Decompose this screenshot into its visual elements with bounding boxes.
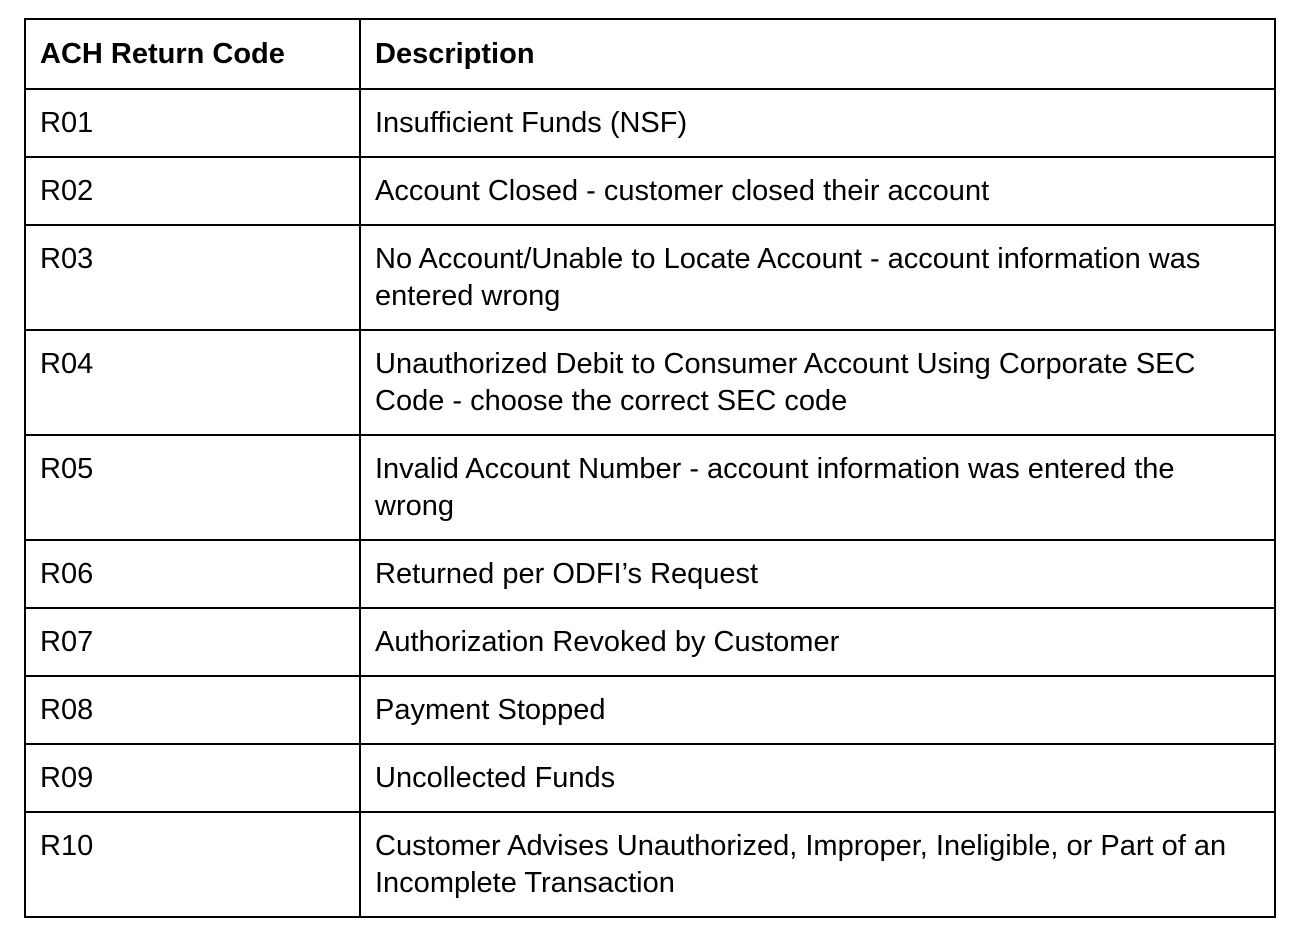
cell-code: R04 — [25, 330, 360, 435]
cell-code: R05 — [25, 435, 360, 540]
cell-code: R10 — [25, 812, 360, 917]
table-row — [25, 608, 1275, 676]
table-row — [25, 540, 1275, 608]
cell-description: Payment Stopped — [360, 676, 1275, 744]
table-row — [25, 435, 1275, 540]
ach-return-codes-table — [24, 18, 1276, 918]
table-row — [25, 330, 1275, 435]
cell-description: No Account/Unable to Locate Account - account information was entered wrong — [360, 225, 1275, 330]
cell-description: Customer Advises Unauthorized, Improper, Ineligible, or Part of an Incomplete Transaction — [360, 812, 1275, 917]
cell-description: Invalid Account Number - account information was entered the wrong — [360, 435, 1275, 540]
table-header — [25, 19, 1275, 89]
header-ach-return-code: ACH Return Code — [25, 19, 360, 89]
table-row — [25, 676, 1275, 744]
cell-code: R09 — [25, 744, 360, 812]
header-row — [25, 19, 1275, 89]
header-description: Description — [360, 19, 1275, 89]
table-row — [25, 89, 1275, 157]
cell-description: Uncollected Funds — [360, 744, 1275, 812]
table-row — [25, 812, 1275, 917]
cell-code: R02 — [25, 157, 360, 225]
cell-code: R03 — [25, 225, 360, 330]
cell-code: R08 — [25, 676, 360, 744]
cell-description: Authorization Revoked by Customer — [360, 608, 1275, 676]
cell-description: Account Closed - customer closed their account — [360, 157, 1275, 225]
table-row — [25, 225, 1275, 330]
cell-description: Returned per ODFI’s Request — [360, 540, 1275, 608]
cell-description: Insufficient Funds (NSF) — [360, 89, 1275, 157]
table-row — [25, 744, 1275, 812]
cell-description: Unauthorized Debit to Consumer Account Using Corporate SEC Code - choose the correct SEC code — [360, 330, 1275, 435]
table-row — [25, 157, 1275, 225]
table-body — [25, 89, 1275, 917]
cell-code: R01 — [25, 89, 360, 157]
cell-code: R07 — [25, 608, 360, 676]
cell-code: R06 — [25, 540, 360, 608]
